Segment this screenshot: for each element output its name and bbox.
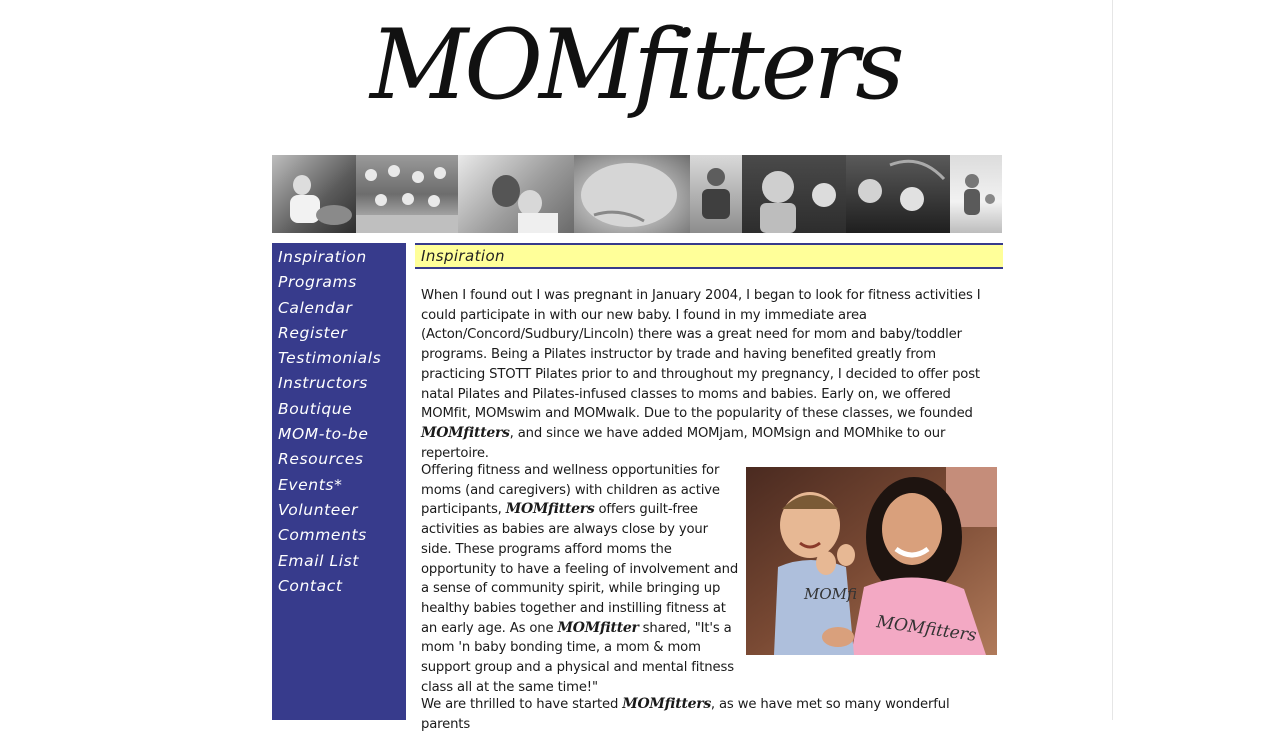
offering-text-b: offers guilt-free activities as babies are always close by your side. These programs afford moms the opportunity to have a feeling of involvement and a sense of community spirit, while bringing up healthy babies together and instilling fitness at an early age. As one xyxy=(421,502,739,636)
sidebar-item-events[interactable]: Events* xyxy=(278,475,343,494)
banner-photo-child-at-beach xyxy=(950,155,1002,233)
closing-text-a: We are thrilled to have started xyxy=(421,697,623,712)
svg-text:MOMfi: MOMfi xyxy=(804,585,858,603)
logo-wordmark: MOMfitters xyxy=(370,9,901,121)
closing-paragraph xyxy=(421,695,999,734)
intro-paragraph xyxy=(421,286,999,463)
brand-name: MOMfitters xyxy=(622,696,711,712)
main-content xyxy=(415,243,1003,732)
sidebar-item-register[interactable]: Register xyxy=(278,323,348,342)
closing-text-b: , as we have met so many wonderful parents xyxy=(421,697,950,732)
banner-photo-baby-portrait xyxy=(742,155,846,233)
sidebar-item-mom-to-be[interactable]: MOM-to-be xyxy=(278,425,369,444)
sidebar-item-email-list[interactable]: Email List xyxy=(278,551,360,570)
offering-paragraph xyxy=(421,461,739,697)
photo-banner xyxy=(272,155,1002,233)
sidebar-item-inspiration[interactable]: Inspiration xyxy=(278,248,367,266)
offering-text-c: shared, "It's a mom 'n baby bonding time, a mom & mom support group and a physical and mental fitness class all at the same time!" xyxy=(421,620,734,695)
sidebar-item-resources[interactable]: Resources xyxy=(278,450,364,469)
sidebar-item-boutique[interactable]: Boutique xyxy=(278,399,353,418)
brand-singular: MOMfitter xyxy=(557,619,639,636)
sidebar-item-programs[interactable]: Programs xyxy=(278,273,357,292)
sidebar-item-volunteer[interactable]: Volunteer xyxy=(278,500,359,519)
sidebar-item-comments[interactable]: Comments xyxy=(278,526,367,545)
banner-photo-pregnant-belly xyxy=(574,155,690,233)
banner-photo-group-of-moms xyxy=(356,155,458,233)
sidebar-item-calendar[interactable]: Calendar xyxy=(278,298,353,317)
sidebar-item-instructors[interactable]: Instructors xyxy=(278,374,368,393)
mom-and-baby-photo xyxy=(746,467,997,655)
banner-photo-instructor-with-baby xyxy=(690,155,742,233)
sidebar-nav xyxy=(272,243,406,720)
shirt-print: MOMfitters xyxy=(875,612,978,646)
sidebar-item-testimonials[interactable]: Testimonials xyxy=(278,349,382,368)
brand-name: MOMfitters xyxy=(421,424,510,441)
brand-name: MOMfitters xyxy=(505,501,595,518)
intro-text: When I found out I was pregnant in January 2004, I began to look for fitness activities I could participate in with our new baby. I found in my immediate area (Acton/Concord/Sudbury/Lincoln) there was a great need for mom and baby/toddler programs. Being a Pilates instructor by trade and having benefited greatly from practicing STOTT Pilates prior to and throughout my pregnancy, I decided to offer post natal Pilates and Pilates-infused classes to moms and babies. Early on, we offered MOMfit, MOMswim and MOMwalk. Due to the popularity of these classes, we founded xyxy=(421,288,981,422)
site-logo[interactable] xyxy=(368,6,908,136)
banner-photo-mom-and-toddler xyxy=(458,155,574,233)
intro-tail: , and since we have added MOMjam, MOMsign and MOMhike to our repertoire. xyxy=(421,425,946,461)
banner-photo-mom-with-baby-stroller xyxy=(846,155,950,233)
page-edge-divider xyxy=(1112,0,1113,720)
banner-photo-yoga-class xyxy=(272,155,356,233)
sidebar-item-contact[interactable]: Contact xyxy=(278,576,343,595)
section-title: Inspiration xyxy=(415,243,1003,269)
offering-text-a: Offering fitness and wellness opportunities for moms (and caregivers) with children as active participants, xyxy=(421,463,720,518)
